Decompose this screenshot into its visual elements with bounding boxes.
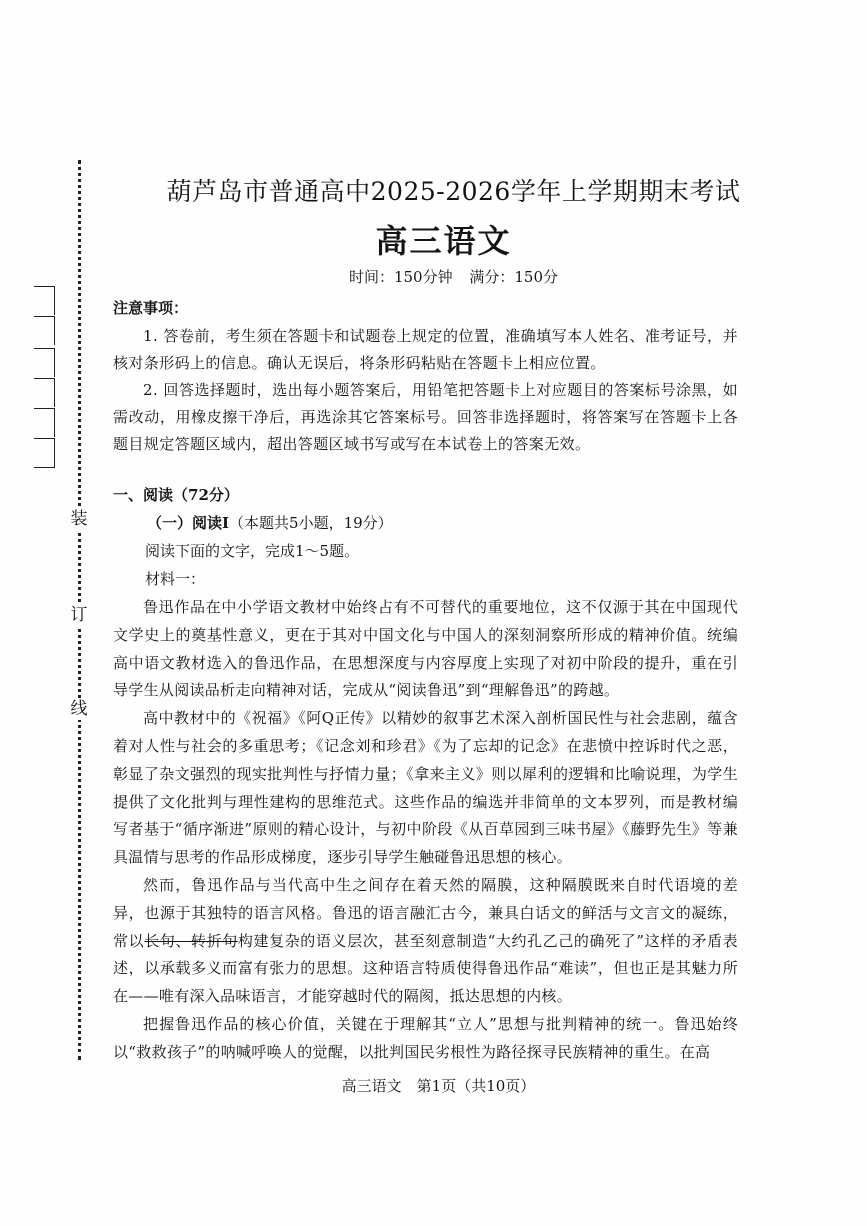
section-heading: 一、阅读（72分）	[113, 486, 239, 504]
note-item: 2. 回答选择题时，选出每小题答案后，用铅笔把答题卡上对应题目的答案标号涂黑，如需改动，用橡皮擦干净后，再选涂其它答案标号。回答非选择题时，将答案写在答题卡上各题目规定答题区域内，超出答题区域书写或写在本试卷上的答案无效。	[113, 381, 738, 453]
candidate-info-box	[34, 408, 55, 437]
page-footer: 高三语文 第1页（共10页）	[341, 1077, 536, 1095]
note-item: 1. 答卷前，考生须在答题卡和试题卷上规定的位置，准确填写本人姓名、准考证号，并核对条形码上的信息。确认无误后，将条形码粘贴在答题卡上相应位置。	[113, 327, 738, 372]
article-paragraph: 高中教材中的《祝福》《阿Q正传》以精妙的叙事艺术深入剖析国民性与社会悲剧，蕴含着对人性与社会的多重思考；《记念刘和珍君》《为了忘却的记念》在悲愤中控诉时代之恶，彰显了杂文强烈的现实批判性与抒情力量；《拿来主义》则以犀利的逻辑和比喻说理，为学生提供了文化批判与理性建构的思维范式。这些作品的编选并非简单的文本罗列，而是教材编写者基于“循序渐进”原则的精心设计，与初中阶段《从百草园到三味书屋》《藤野先生》等兼具温情与思考的作品形成梯度，逐步引导学生触碰鲁迅思想的核心。	[113, 709, 738, 867]
candidate-info-box	[34, 348, 55, 377]
time-score-line	[0, 266, 867, 287]
score-label: 满分：150分	[469, 268, 559, 286]
subject-title: 高三语文	[375, 222, 512, 260]
reading-heading	[147, 512, 772, 533]
candidate-info-box	[34, 438, 55, 468]
article-paragraph	[113, 872, 738, 1011]
candidate-info-box	[34, 378, 55, 407]
candidate-info-box	[34, 316, 55, 345]
time-label: 时间：150分钟	[348, 268, 453, 286]
article-body	[113, 594, 738, 1067]
reading-meta: （本题共5小题，19分）	[229, 514, 393, 532]
article-paragraph: 鲁迅作品在中小学语文教材中始终占有不可替代的重要地位，这不仅源于其在中国现代文学史上的奠基性意义，更在于其对中国文化与中国人的深刻洞察所形成的精神价值。统编高中语文教材选入的鲁迅作品，在思想深度与内容厚度上实现了对初中阶段的提升，重在引导学生从阅读品析走向精神对话，完成从“阅读鲁迅”到“理解鲁迅”的跨越。	[113, 598, 738, 700]
reading-title: （一）阅读Ⅰ	[147, 514, 230, 532]
candidate-info-box	[34, 286, 55, 315]
reading-instruction: 阅读下面的文字，完成1～5题。	[145, 542, 360, 560]
binding-char-xian: 线	[68, 698, 90, 720]
article-text: 构建复杂的语义层次，甚至刻意制造“大约孔乙己的确死了”这样的矛盾表述，以承载多义而富有张力的思想。这种语言特质使得鲁迅作品“难读”，但也正是其魅力所在——唯有深入品味语言，才能穿越时代的隔阂，抵达思想的内核。	[113, 931, 738, 1006]
notes-heading: 注意事项：	[113, 299, 189, 317]
article-text: 然而，鲁迅作品与当代高中生之间存在着天然的隔膜，这种隔膜既来自时代语境的差异，也源于其独特的语言风格。鲁迅的语言融汇古今，兼具白话文的鲜活与文言文的凝练，常以	[113, 875, 738, 950]
struck-text: 长句、转折句	[144, 931, 238, 950]
exam-title: 葫芦岛市普通高中2025-2026学年上学期期末考试	[166, 177, 741, 206]
material-label: 材料一：	[145, 570, 206, 588]
binding-char-ding: 订	[68, 604, 90, 626]
binding-char-zhuang: 装	[68, 508, 90, 530]
article-paragraph: 把握鲁迅作品的核心价值，关键在于理解其“立人”思想与批判精神的统一。鲁迅始终以“救救孩子”的呐喊呼唤人的觉醒，以批判国民劣根性为路径探寻民族精神的重生。在高	[113, 1014, 738, 1061]
notes-body	[113, 323, 738, 458]
